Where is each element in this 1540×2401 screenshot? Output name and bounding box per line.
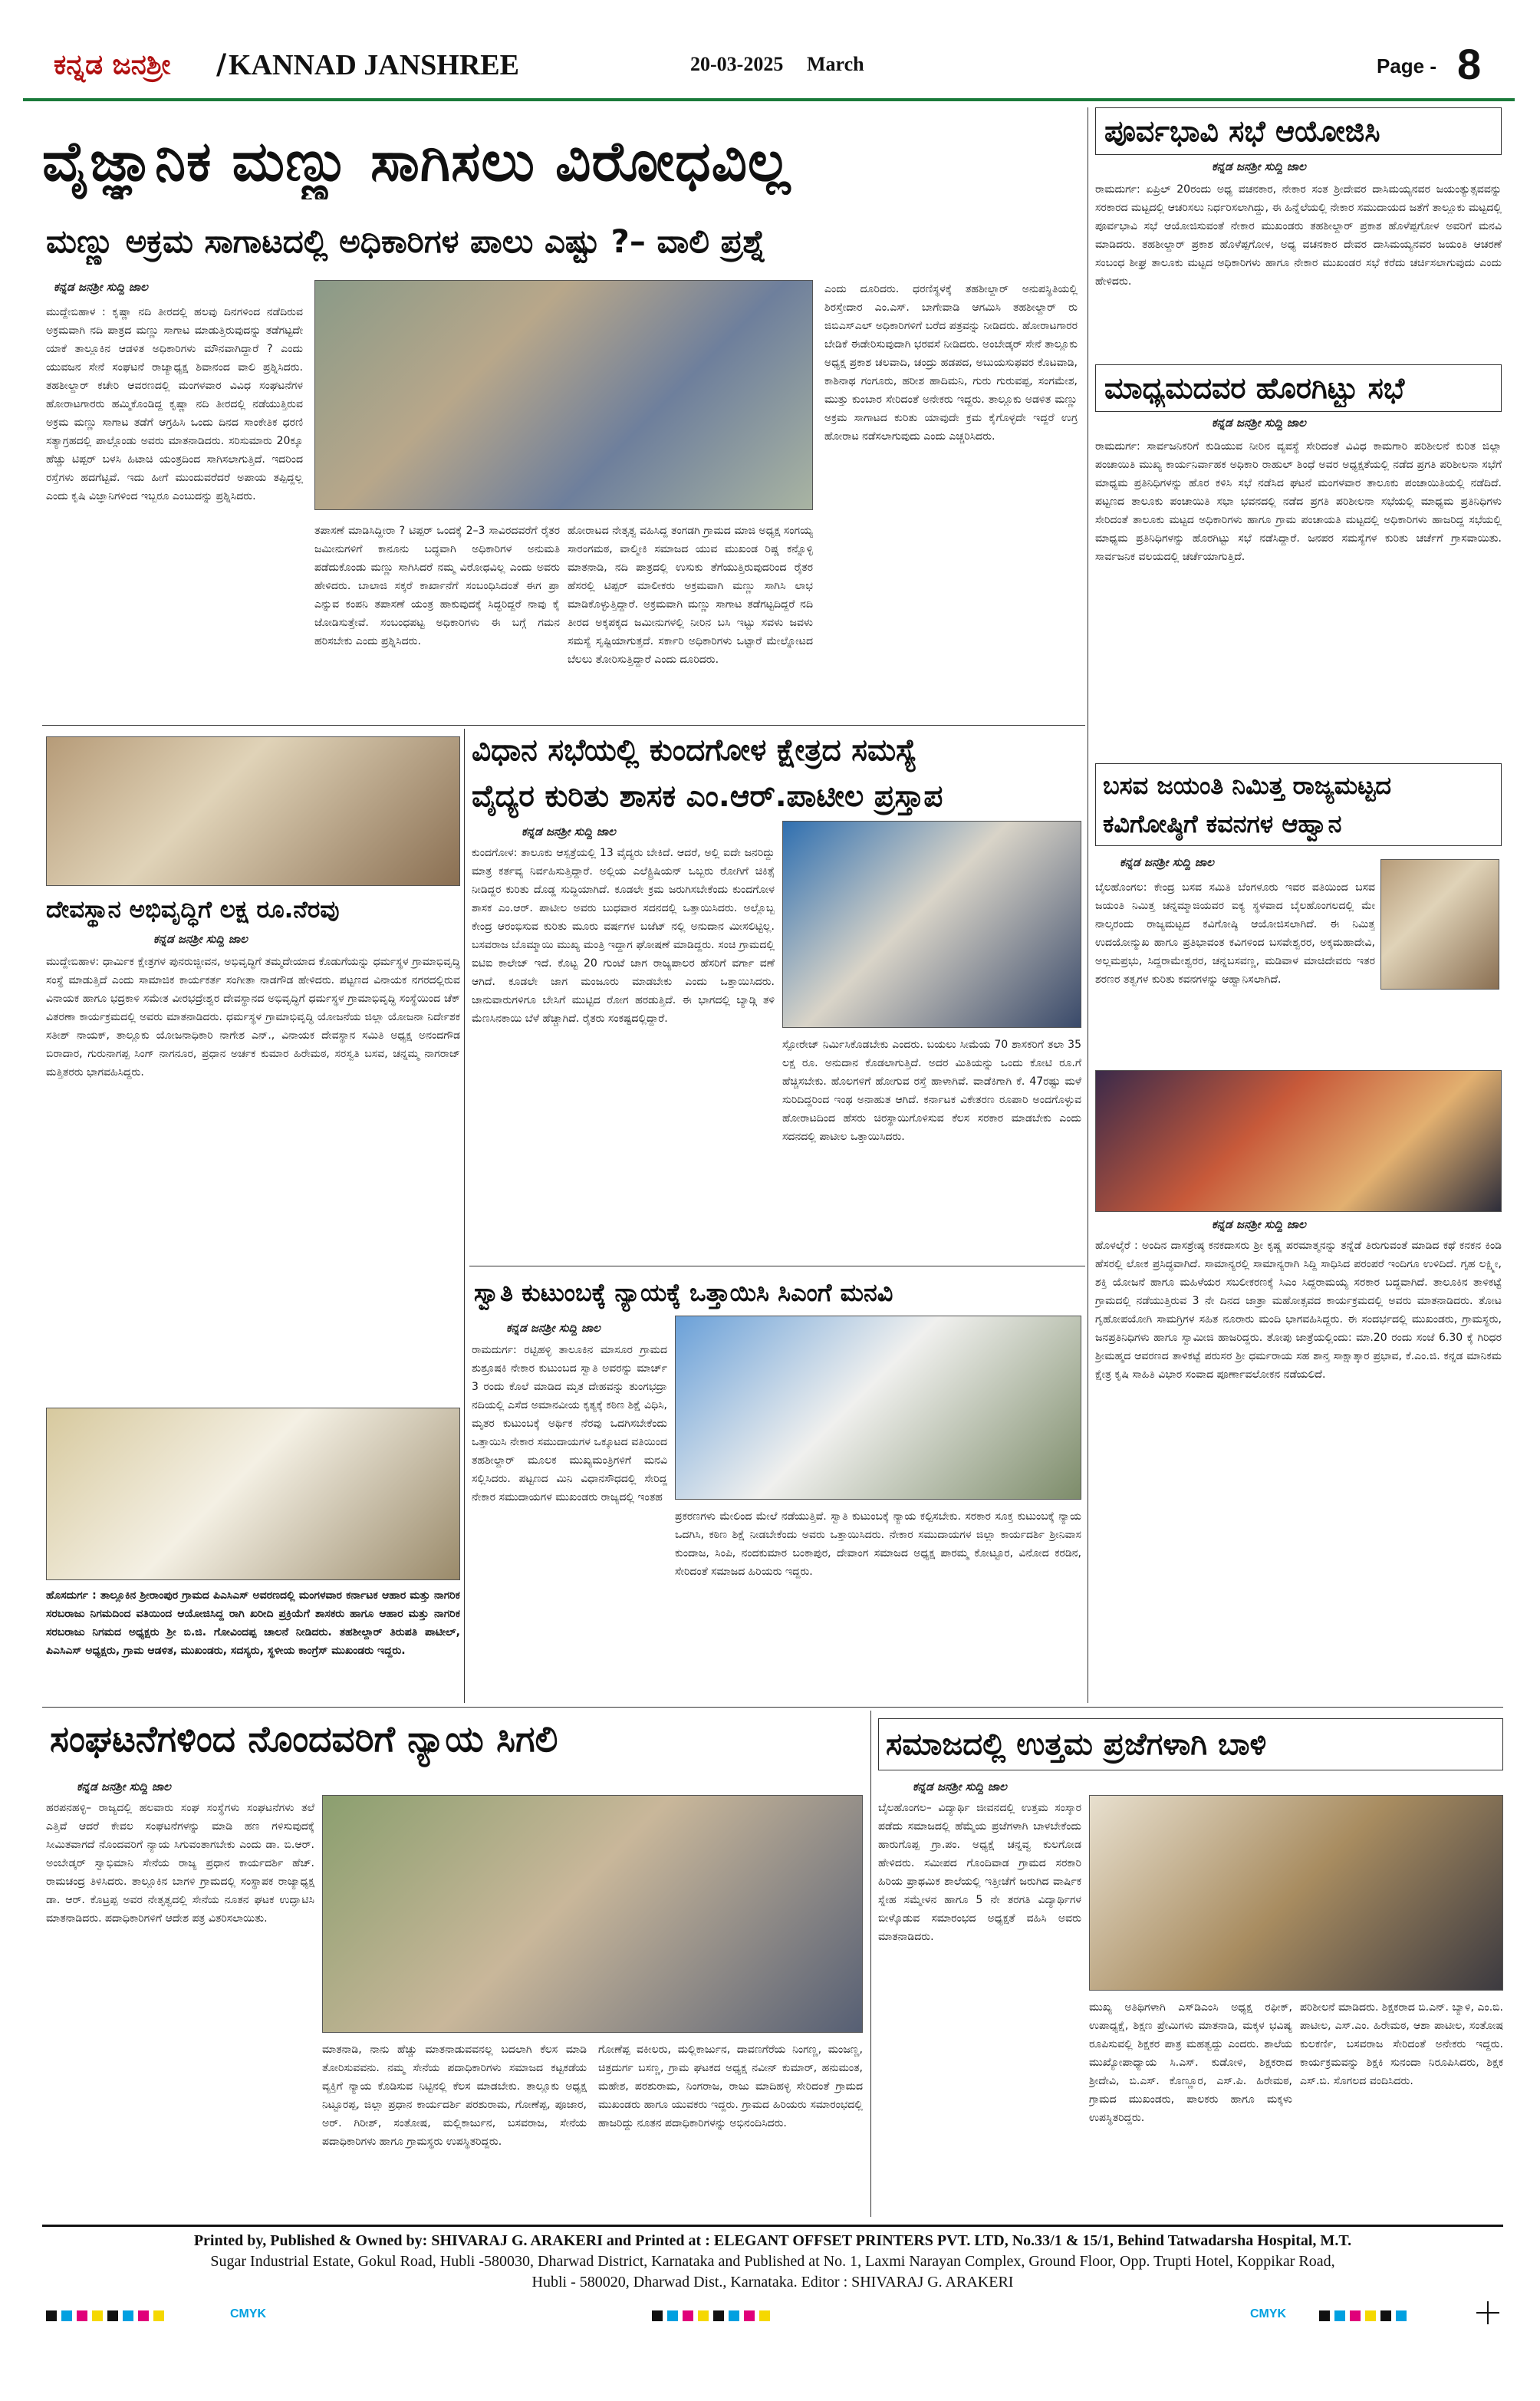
basava-headline: ಬಸವ ಜಯಂತಿ ನಿಮಿತ್ತ ರಾಜ್ಯಮಟ್ಟದ xyxy=(1103,771,1392,800)
main-col-3: ಹೋರಾಟದ ನೇತೃತ್ವ ವಹಿಸಿದ್ದ ತಂಗಡಗಿ ಗ್ರಾಮದ ಮಾಜಿ ಅಧ್ಯಕ್ಷ ಸಂಗಯ್ಯ ಸಾರಂಗಮಠ, ವಾಲ್ಮೀಕಿ ಸಮಾಜದ ಯುವ ಮುಖಂಡ ರಿಷ್ಣ ಕನ್ನೊಳ್ಳಿ ಮಾತನಾಡಿ, ನದಿ ಪಾತ್ರದಲ್ಲಿ ಉಸುಕು ತೆಗೆಯುತ್ತಿರುವುದರಿಂದ ರೈತರ ಹೆಸರಲ್ಲಿ ಟಿಪ್ಪರ್ ಮಾಲೀಕರು ಅಕ್ರಮವಾಗಿ ಮಣ್ಣು ಸಾಗಿಸಿ ಲಾಭ ಮಾಡಿಕೊಳ್ಳುತ್ತಿದ್ದಾರೆ. ಅಕ್ರಮವಾಗಿ ಮಣ್ಣು ಸಾಗಾಟ ತಡೆಗಟ್ಟದಿದ್ದರೆ ನದಿ ತೀರದ ಅಕ್ಕಪಕ್ಕದ ಜಮೀನುಗಳಲ್ಲಿ ನೀರಿನ ಬಸಿ ಇಟ್ಟು ಸವಳು ಜವಳು ಸಮಸ್ಯೆ ಸೃಷ್ಟಿಯಾಗುತ್ತದೆ. ಸರ್ಕಾರಿ ಅಧಿಕಾರಿಗಳು ಒಟ್ಟಾರೆ ಮೇಲ್ನೋಟದ ಬೆಲಲು ತೋರಿಸುತ್ತಿದ್ದಾರೆ ಎಂದು ದೂರಿದರು. xyxy=(568,525,813,666)
registration-strip-center xyxy=(652,2310,805,2321)
samaja-col-1: ಬೈಲಹೊಂಗಲ– ವಿದ್ಯಾರ್ಥಿ ಜೀವನದಲ್ಲಿ ಉತ್ತಮ ಸಂಸ್ಕಾರ ಪಡೆದು ಸಮಾಜದಲ್ಲಿ ಹೆಮ್ಮೆಯ ಪ್ರಜೆಗಳಾಗಿ ಬಾಳಬೇಕೆಂದು ಹಾರುಗೊಪ್ಪ ಗ್ರಾ.ಪಂ. ಅಧ್ಯಕ್ಷೆ ಚನ್ನವ್ವ ಕುಲಗೋಡ ಹೇಳಿದರು. ಸಮೀಪದ ಗೊಂದಿವಾಡ ಗ್ರಾಮದ ಸರಕಾರಿ ಹಿರಿಯ ಪ್ರಾಥಮಿಕ ಶಾಲೆಯಲ್ಲಿ ಇತ್ತೀಚೆಗೆ ಜರುಗಿದ ವಾರ್ಷಿಕ ಸ್ನೇಹ ಸಮ್ಮೇಳನ ಹಾಗೂ 5 ನೇ ತರಗತಿ ವಿದ್ಯಾರ್ಥಿಗಳ ಬೀಳ್ಕೊಡುವ ಸಮಾರಂಭದ ಅಧ್ಯಕ್ಷತೆ ವಹಿಸಿ ಅವರು ಮಾತನಾಡಿದರು. xyxy=(878,1802,1081,1943)
devasthana-byline: ಕನ್ನಡ ಜನಶ್ರೀ ಸುದ್ದಿ ಜಾಲ xyxy=(153,932,248,946)
main-col-1: ಮುದ್ದೇಬಿಹಾಳ : ಕೃಷ್ಣಾ ನದಿ ತೀರದಲ್ಲಿ ಹಲವು ದಿನಗಳಿಂದ ನಡೆದಿರುವ ಅಕ್ರಮವಾಗಿ ನದಿ ಪಾತ್ರದ ಮಣ್ಣು ಸಾಗಾಟ ಮಾಡುತ್ತಿರುವುದನ್ನು ತಡೆಗಟ್ಟದೇ ಯಾಕೆ ತಾಲ್ಲೂಕಿನ ಆಡಳಿತ ಅಧಿಕಾರಿಗಳು ಮೌನವಾಗಿದ್ದಾರೆ ? ಎಂದು ಯುವಜನ ಸೇನೆ ಸಂಘಟನೆ ರಾಜ್ಯಾಧ್ಯಕ್ಷ ಶಿವಾನಂದ ವಾಲಿ ಪ್ರಶ್ನಿಸಿದರು. ತಹಶೀಲ್ದಾರ್ ಕಚೇರಿ ಆವರಣದಲ್ಲಿ ಮಂಗಳವಾರ ವಿವಿಧ ಸಂಘಟನೆಗಳ ಹೋರಾಟಗಾರರು ಹಮ್ಮಿಕೊಂಡಿದ್ದ ಕೃಷ್ಣಾ ನದಿ ತೀರದಲ್ಲಿ ನಡೆಯುತ್ತಿರುವ ಅಕ್ರಮ ಮಣ್ಣು ಸಾಗಾಟ ತಡೆಗೆ ಆಗ್ರಹಿಸಿ ಒಂದು ದಿನದ ಸಾಂಕೇತಿಕ ಧರಣಿ ಸತ್ಯಾಗ್ರಹದಲ್ಲಿ ಪಾಲ್ಗೊಂಡು ಅವರು ಮಾತನಾಡಿದರು. ಸರಿಸುಮಾರು 20ಕ್ಕೂ ಹೆಚ್ಚು ಟಿಪ್ಪರ್ ಬಳಸಿ ಹಿಟಾಚಿ ಯಂತ್ರದಿಂದ ಸಾಗಿಸಲಾಗುತ್ತಿದೆ. ಇದರಿಂದ ರಸ್ತೆಗಳು ಹದಗೆಟ್ಟಿವೆ. ಇದು ಹೀಗೆ ಮುಂದುವರೆದರೆ ಅಪಾಯ ತಪ್ಪಿದ್ದಲ್ಲ ಎಂದು ಕೃಷಿ ವಿಜ್ಞಾನಿಗಳಿಂದ ಇಬ್ಬರೂ ಎಂಬುದನ್ನು ಪ್ರಶ್ನಿಸಿದರು. xyxy=(46,306,303,502)
masthead-separator: / xyxy=(216,48,227,81)
kundgol-headline: ವಿಧಾನ ಸಭೆಯಲ್ಲಿ ಕುಂದಗೋಳ ಕ್ಷೇತ್ರದ ಸಮಸ್ಯೆ xyxy=(472,733,917,768)
footer-line-2: Sugar Industrial Estate, Gokul Road, Hubli -580030, Dharwad District, Karnataka and Published at No. 1, Laxmi Narayan Complex, Ground Floor, Opp. Trupti Hotel, Koppikar Road, xyxy=(210,2253,1335,2270)
kundgol-subheadline: ವೈದ್ಯರ ಕುರಿತು ಶಾಸಕ ಎಂ.ಆರ್.ಪಾಟೀಲ ಪ್ರಸ್ತಾಪ xyxy=(472,779,943,814)
logo-kannada: ಕನ್ನಡ ಜನಶ್ರೀ xyxy=(54,48,171,81)
kundgol-byline: ಕನ್ನಡ ಜನಶ್ರೀ ಸುದ್ದಿ ಜಾಲ xyxy=(522,825,616,838)
masthead-title: KANNAD JANSHREE xyxy=(229,49,519,81)
main-byline: ಕನ್ನಡ ಜನಶ್ರೀ ಸುದ್ದಿ ಜಾಲ xyxy=(54,280,148,294)
registration-crosshair xyxy=(1476,2301,1499,2324)
main-col-4: ಎಂದು ದೂರಿದರು. ಧರಣಿಸ್ಥಳಕ್ಕೆ ತಹಶೀಲ್ದಾರ್ ಅನುಪಸ್ಥಿತಿಯಲ್ಲಿ ಶಿರಸ್ತೇದಾರ ಎಂ.ಎಸ್. ಬಾಗೇವಾಡಿ ಆಗಮಿಸಿ ತಹಶೀಲ್ದಾರ್ ರು ಜಿಬಿಎಸ್ಎಲ್ ಅಧಿಕಾರಿಗಳಿಗೆ ಬರೆದ ಪತ್ರವನ್ನು ನೀಡಿದರು. ಹೋರಾಟಗಾರರ ಬೇಡಿಕೆ ಈಡೇರಿಸುವುದಾಗಿ ಭರವಸೆ ನೀಡಿದರು. ಅಂಬೇಡ್ಕರ್ ಸೇನೆ ತಾಲ್ಲೂಕು ಅಧ್ಯಕ್ಷ ಪ್ರಕಾಶ ಚಲವಾದಿ, ಚಂದ್ರು ಹಡಪದ, ಅಬುಯಸುಫವರ ಕೊಟವಾಡಿ, ಕಾಶಿನಾಥ ಗಂಗೂರು, ಹರೀಶ ಹಾದಿಮನಿ, ಗುರು ಗುರುವಪ್ಪ, ಸಂಗಮೇಶ, ಮುತ್ತು ಕುಂಬಾರ ಸೇರಿದಂತೆ ಅನೇಕರು ಇದ್ದರು. ತಾಲ್ಲೂಕು ಅಡಳಿತ ಮಣ್ಣು ಅಕ್ರಮ ಸಾಗಾಟದ ಕುರಿತು ಯಾವುದೇ ಕ್ರಮ ಕೈಗೊಳ್ಳದೇ ಇದ್ದರೆ ಉಗ್ರ ಹೋರಾಟ ನಡೆಸಲಾಗುವುದು ಎಂದು ಎಚ್ಚರಿಸಿದರು. xyxy=(824,283,1078,443)
hosadurga-caption: ಹೊಸದುರ್ಗ : ತಾಲ್ಲೂಕಿನ ಶ್ರೀರಾಂಪುರ ಗ್ರಾಮದ ಪಿಎಸಿಎಸ್ ಅವರಣದಲ್ಲಿ ಮಂಗಳವಾರ ಕರ್ನಾಟಕ ಆಹಾರ ಮತ್ತು ನಾಗರಿಕ ಸರಬರಾಜು ನಿಗಮದಿಂದ ವತಿಯಿಂದ ಆಯೋಜಿಸಿದ್ದ ರಾಗಿ ಖರೀದಿ ಪ್ರಕ್ರಿಯೆಗೆ ಶಾಸಕರು ಹಾಗೂ ಆಹಾರ ಮತ್ತು ನಾಗರಿಕ ಸರಬರಾಜು ನಿಗಮದ ಅಧ್ಯಕ್ಷರು ಶ್ರೀ ಬಿ.ಜಿ. ಗೋವಿಂದಪ್ಪ ಚಾಲನೆ ನೀಡಿದರು. ತಹಶೀಲ್ದಾರ್ ತಿರುಪತಿ ಪಾಟೀಲ್, ಪಿಎಸಿಎಸ್ ಅಧ್ಯಕ್ಷರು, ಗ್ರಾಮ ಆಡಳಿತ, ಮುಖಂಡರು, ಸದಸ್ಯರು, ಸ್ಥಳೀಯ ಕಾಂಗ್ರೆಸ್ ಮುಖಂಡರು ಇದ್ದರು. xyxy=(46,1589,460,1657)
main-subheadline: ಮಣ್ಣು ಅಕ್ರಮ ಸಾಗಾಟದಲ್ಲಿ ಅಧಿಕಾರಿಗಳ ಪಾಲು ಎಷ್ಟು ?– ವಾಲಿ ಪ್ರಶ್ನೆ xyxy=(46,222,766,260)
basava-portrait xyxy=(1380,859,1499,990)
holalkere-photo xyxy=(1095,1070,1502,1212)
devasthana-photo xyxy=(46,736,460,886)
basava-byline: ಕನ್ನಡ ಜನಶ್ರೀ ಸುದ್ದಿ ಜಾಲ xyxy=(1120,855,1214,869)
registration-strip-left xyxy=(46,2310,199,2321)
masthead-rule xyxy=(23,98,1515,101)
masthead xyxy=(23,42,1515,100)
left-column-rule xyxy=(464,729,465,1703)
masthead-date: 20-03-2025 xyxy=(690,53,784,75)
footer-line-1: Printed by, Published & Owned by: SHIVARAJ G. ARAKERI and Printed at : ELEGANT OFFSET PRINTERS PVT. LTD, No.33/1 & 15/1, Behind Tatwadarsha Hospital, M.T. xyxy=(193,2232,1352,2249)
row3-column-rule xyxy=(870,1711,871,2217)
sanghatane-col-3: ಗೋಣೆಪ್ಪ ವಕೀಲರು, ಮಲ್ಲಿಕಾರ್ಜುನ, ದಾವಣಗೆರೆಯ ನಿಂಗಣ್ಣ, ಮಂಜಣ್ಣ, ಚಿತ್ರದುರ್ಗ ಬಸಣ್ಣ, ಗ್ರಾಮ ಘಟಕದ ಅಧ್ಯಕ್ಷ ನವೀನ್ ಕುಮಾರ್, ಹನುಮಂತ, ಮಹೇಶ, ಪರಶುರಾಮ, ನಿಂಗರಾಜ, ರಾಜು ಮಾದಿಹಳ್ಳಿ ಸೇರಿದಂತೆ ಗ್ರಾಮದ ಮುಖಂಡರು ಹಾಗೂ ಯುವಕರು ಇದ್ದರು. ಗ್ರಾಮದ ಹಿರಿಯರು ಸಮಾರಂಭದಲ್ಲಿ ಹಾಜರಿದ್ದು ನೂತನ ಪದಾಧಿಕಾರಿಗಳನ್ನು ಅಭಿನಂದಿಸಿದರು. xyxy=(598,2044,863,2129)
page-label: Page - xyxy=(1377,54,1437,77)
cmyk-label-2: CMYK xyxy=(1250,2307,1287,2320)
masthead-month: March xyxy=(807,53,864,75)
samaja-col-2: ಮುಖ್ಯ ಅತಿಥಿಗಳಾಗಿ ಎಸ್‌ಡಿಎಂಸಿ ಅಧ್ಯಕ್ಷ ರಫೀಕ್, ಉಪಾಧ್ಯಕ್ಷೆ, ಶಿಕ್ಷಣ ಪ್ರೇಮಿಗಳು ಮಾತನಾಡಿ, ಮಕ್ಕಳ ಭವಿಷ್ಯ ರೂಪಿಸುವಲ್ಲಿ ಶಿಕ್ಷಕರ ಪಾತ್ರ ಮಹತ್ವದ್ದು ಎಂದರು. ಶಾಲೆಯ ಮುಖ್ಯೋಪಾಧ್ಯಾಯ ಸಿ.ಎಸ್. ಕುಡೋಳಿ, ಶಿಕ್ಷಕರಾದ ಶ್ರೀದೇವಿ, ಬಿ.ಎಸ್. ಕೊಣ್ಣೂರ, ಎಸ್.ಪಿ. ಹಿರೇಮಠ, ಗ್ರಾಮದ ಮುಖಂಡರು, ಪಾಲಕರು ಹಾಗೂ ಮಕ್ಕಳು ಉಪಸ್ಥಿತರಿದ್ದರು. xyxy=(1089,2001,1292,2124)
poorvabhavi-byline: ಕನ್ನಡ ಜನಶ್ರೀ ಸುದ್ದಿ ಜಾಲ xyxy=(1212,160,1306,173)
madhyama-body: ರಾಮದುರ್ಗ: ಸಾರ್ವಜನಿಕರಿಗೆ ಕುಡಿಯುವ ನೀರಿನ ವ್ಯವಸ್ಥೆ ಸೇರಿದಂತೆ ವಿವಿಧ ಕಾಮಗಾರಿ ಪರಿಶೀಲನೆ ಕುರಿತ ಜಿಲ್ಲಾ ಪಂಚಾಯಿತಿ ಮುಖ್ಯ ಕಾರ್ಯನಿರ್ವಾಹಕ ಅಧಿಕಾರಿ ರಾಹುಲ್ ಶಿಂಧೆ ಅವರ ಅಧ್ಯಕ್ಷತೆಯಲ್ಲಿ ನಡೆದ ಪ್ರಗತಿ ಪರಿಶೀಲನಾ ಸಭೆಗೆ ಮಾಧ್ಯಮ ಪ್ರತಿನಿಧಿಗಳನ್ನು ಹೊರ ಕಳಿಸಿ ಸಭೆ ನಡೆಸಿದ ಘಟನೆ ಮಂಗಳವಾರ ತಾಲೂಕು ಪಂಚಾಯಿತಿಯಲ್ಲಿ ನಡೆದಿದೆ. ಪಟ್ಟಣದ ತಾಲೂಕು ಪಂಚಾಯಿತಿ ಸಭಾ ಭವನದಲ್ಲಿ ನಡೆದ ಪ್ರಗತಿ ಪರಿಶೀಲನಾ ಸಭೆಯಲ್ಲಿ ಮಾಧ್ಯಮ ಪ್ರತಿನಿಧಿಗಳು ಸೇರಿದಂತೆ ತಾಲೂಕು ಮಟ್ಟದ ಅಧಿಕಾರಿಗಳು ಹಾಗೂ ಗ್ರಾಮ ಪಂಚಾಯತಿ ಮಟ್ಟದಲ್ಲಿ ಅಧಿಕಾರಿಗಳು ಹಾಜರಿದ್ದ ಸಭೆಯಲ್ಲಿ ಮಾಧ್ಯಮ ಪ್ರತಿನಿಧಿಗಳನ್ನು ಹೊರಗಿಟ್ಟು ಸಭೆ ನಡೆಸಿದ್ದಾರೆ. ಜನಪರ ಸಮಸ್ಯೆಗಳ ಕುರಿತು ಚರ್ಚೆಗೆ ಗ್ರಾಸವಾಯಿತು. ಸಾರ್ವಜನಿಕ ವಲಯದಲ್ಲಿ ಚರ್ಚೆಯಾಗುತ್ತಿದೆ. xyxy=(1095,440,1502,563)
holalkere-byline: ಕನ್ನಡ ಜನಶ್ರೀ ಸುದ್ದಿ ಜಾಲ xyxy=(1212,1217,1306,1231)
footer-imprint xyxy=(42,2231,1503,2293)
poorvabhavi-headline: ಪೂರ್ವಭಾವಿ ಸಭೆ ಆಯೋಜಿಸಿ xyxy=(1104,114,1380,148)
main-col-2: ತಪಾಸಣೆ ಮಾಡಿಸಿದ್ದೀರಾ ? ಟಿಪ್ಪರ್ ಒಂದಕ್ಕೆ 2–3 ಸಾವಿರದವರೆಗೆ ರೈತರ ಜಮೀನುಗಳಿಗೆ ಕಾನೂನು ಬದ್ಧವಾಗಿ ಅಧಿಕಾರಿಗಳ ಅನುಮತಿ ಪಡೆದುಕೊಂಡು ಮಣ್ಣು ಸಾಗಿಸಿದರೆ ನಮ್ಮ ವಿರೋಧವಿಲ್ಲ ಎಂದು ಅವರು ಹೇಳಿದರು. ಬಾಲಾಜಿ ಸಕ್ಕರೆ ಕಾರ್ಖಾನೆಗೆ ಸಂಬಂಧಿಸಿದಂತೆ ಈಗ ಪ್ರಾ ಎನ್ನುವ ಕಂಪನಿ ತಪಾಸಣೆ ಯಂತ್ರ ಹಾಕುವುದಕ್ಕೆ ಸಿದ್ಧರಿದ್ದರೆ ನಾವು ಕೈ ಜೋಡಿಸುತ್ತೇವೆ. ಸಂಬಂಧಪಟ್ಟ ಅಧಿಕಾರಿಗಳು ಈ ಬಗ್ಗೆ ಗಮನ ಹರಿಸಬೇಕು ಎಂದು ಪ್ರಶ್ನಿಸಿದರು. xyxy=(314,525,560,647)
sanghatane-byline: ಕನ್ನಡ ಜನಶ್ರೀ ಸುದ್ದಿ ಜಾಲ xyxy=(77,1780,171,1793)
basava-body: ಬೈಲಹೊಂಗಲ: ಕೇಂದ್ರ ಬಸವ ಸಮಿತಿ ಬೆಂಗಳೂರು ಇವರ ವತಿಯಿಂದ ಬಸವ ಜಯಂತಿ ನಿಮಿತ್ತ ಚನ್ನಮ್ಮಾಜಿಯವರ ಐಕ್ಯ ಸ್ಥಳವಾದ ಬೈಲಹೊಂಗಲದಲ್ಲಿ ಮೇ ನಾಲ್ಕರಂದು ರಾಜ್ಯಮಟ್ಟದ ಕವಿಗೋಷ್ಠಿ ಆಯೋಜಿಸಲಾಗಿದೆ. ಈ ನಿಮಿತ್ತ ಉದಯೋನ್ಮುಖ ಹಾಗೂ ಪ್ರತಿಭಾವಂತ ಕವಿಗಳಿಂದ ಬಸವೇಶ್ವರರ, ಅಕ್ಕಮಹಾದೇವಿ, ಅಲ್ಲಮಪ್ರಭು, ಸಿದ್ದರಾಮೇಶ್ವರರ, ಚನ್ನಬಸವಣ್ಣ, ಮಡಿವಾಳ ಮಾಚಿದೇವರು ಇತರ ಶರಣರ ತತ್ವಗಳ ಕುರಿತು ಕವನಗಳನ್ನು ಆಹ್ವಾನಿಸಲಾಗಿದೆ. xyxy=(1095,881,1375,986)
basava-headline-2: ಕವಿಗೋಷ್ಠಿಗೆ ಕವನಗಳ ಆಹ್ವಾನ xyxy=(1103,809,1342,838)
swathi-photo xyxy=(675,1316,1081,1500)
sanghatane-headline: ಸಂಘಟನೆಗಳಿಂದ ನೊಂದವರಿಗೆ ನ್ಯಾಯ ಸಿಗಲಿ xyxy=(50,1718,558,1760)
sanghatane-col-2: ಮಾತನಾಡಿ, ನಾನು ಹೆಚ್ಚು ಮಾತನಾಡುವವನಲ್ಲ ಬದಲಾಗಿ ಕೆಲಸ ಮಾಡಿ ತೋರಿಸುವವನು. ನಮ್ಮ ಸೇನೆಯ ಪದಾಧಿಕಾರಿಗಳು ಸಮಾಜದ ಕಟ್ಟಕಡೆಯ ವ್ಯಕ್ತಿಗೆ ನ್ಯಾಯ ಕೊಡಿಸುವ ನಿಟ್ಟಿನಲ್ಲಿ ಕೆಲಸ ಮಾಡಬೇಕು. ತಾಲ್ಲೂಕು ಅಧ್ಯಕ್ಷ ನಿಟ್ಟೂರಪ್ಪ, ಜಿಲ್ಲಾ ಪ್ರಧಾನ ಕಾರ್ಯದರ್ಶಿ ಪರಶುರಾಮ, ಗೋಣೆಪ್ಪ, ಪೂಜಾರ, ಅರ್. ಗಿರೀಶ್, ಸಂತೋಷ, ಮಲ್ಲಿಕಾರ್ಜುನ, ಬಸವರಾಜ, ಸೇನೆಯ ಪದಾಧಿಕಾರಿಗಳು ಹಾಗೂ ಗ್ರಾಮಸ್ಥರು ಉಪಸ್ಥಿತರಿದ್ದರು. xyxy=(322,2044,587,2148)
row2-rule xyxy=(42,725,1085,726)
poorvabhavi-body: ರಾಮದುರ್ಗ: ಏಪ್ರಿಲ್ 20ರಂದು ಅಧ್ಯ ವಚನಕಾರ, ನೇಕಾರ ಸಂತ ಶ್ರೀದೇವರ ದಾಸಿಮಯ್ಯನವರ ಜಯಂತ್ಯುತ್ಸವವನ್ನು ಸರಕಾರದ ಮಟ್ಟದಲ್ಲಿ ಆಚರಿಸಲು ನಿರ್ಧರಿಸಲಾಗಿದ್ದು, ಈ ಹಿನ್ನೆಲೆಯಲ್ಲಿ ನೇಕಾರ ಸಮುದಾಯದ ಜತೆಗೆ ತಾಲ್ಲೂಕು ಮಟ್ಟದಲ್ಲಿ ಪೂರ್ವಭಾವಿ ಸಭೆ ಆಯೋಜಿಸುವಂತೆ ನೇಕಾರ ಮುಖಂಡರು ತಹಶೀಲ್ದಾರ್ ಪ್ರಕಾಶ ಹೊಳೆಪ್ಪಗೋಳ ಅವರಿಗೆ ಮನವಿ ಮಾಡಿದರು. ತಹಶೀಲ್ದಾರ್ ಪ್ರಕಾಶ ಹೊಳೆಪ್ಪಗೋಳ, ಅಧ್ಯ ವಚನಕಾರ ದೇವರ ದಾಸಿಮಯ್ಯನವರ ಜಯಂತಿ ಆಚರಣೆ ಸಂಬಂಧ ಶೀಘ್ರ ತಾಲೂಕು ಮಟ್ಟದ ಅಧಿಕಾರಿಗಳು ಹಾಗೂ ನೇಕಾರ ಮುಖಂಡರ ಸಭೆ ಕರೆದು ಚರ್ಚಿಸಲಾಗುವುದು ಎಂದು ಹೇಳಿದರು. xyxy=(1095,183,1502,288)
swathi-col-2: ಪ್ರಕರಣಗಳು ಮೇಲಿಂದ ಮೇಲೆ ನಡೆಯುತ್ತಿವೆ. ಸ್ವಾತಿ ಕುಟುಂಬಕ್ಕೆ ನ್ಯಾಯ ಕಲ್ಪಿಸಬೇಕು. ಸರಕಾರ ಸೂಕ್ತ ಕುಟುಂಬಕ್ಕೆ ನ್ಯಾಯ ಒದಗಿಸಿ, ಕಠಿಣ ಶಿಕ್ಷೆ ನೀಡಬೇಕೆಂದು ಅವರು ಒತ್ತಾಯಿಸಿದರು. ನೇಕಾರ ಸಮುದಾಯಗಳ ಜಿಲ್ಲಾ ಕಾರ್ಯದರ್ಶಿ ಶ್ರೀನಿವಾಸ ಕುಂದಾಜ, ಸಿಂಪಿ, ನಂದಕುಮಾರ ಬಂಕಾಪುರ, ದೇವಾಂಗ ಸಮಾಜದ ಅಧ್ಯಕ್ಷ ಪಾರಮ್ಮ ಕೋಟ್ಟೂರ, ವಿನೋದ ಕರಡಿನ, ಸೇರಿದಂತೆ ಸಮಾಜದ ಹಿರಿಯರು ಇದ್ದರು. xyxy=(675,1510,1081,1578)
samaja-byline: ಕನ್ನಡ ಜನಶ್ರೀ ಸುದ್ದಿ ಜಾಲ xyxy=(913,1780,1007,1793)
madhyama-byline: ಕನ್ನಡ ಜನಶ್ರೀ ಸುದ್ದಿ ಜಾಲ xyxy=(1212,416,1306,430)
footer-line-3: Hubli - 580020, Dharwad Dist., Karnataka. Editor : SHIVARAJ G. ARAKERI xyxy=(531,2274,1014,2291)
main-photo xyxy=(314,280,813,510)
hosadurga-photo xyxy=(46,1408,460,1580)
swathi-headline: ಸ್ವಾತಿ ಕುಟುಂಬಕ್ಕೆ ನ್ಯಾಯಕ್ಕೆ ಒತ್ತಾಯಿಸಿ ಸಿಎಂಗೆ ಮನವಿ xyxy=(474,1278,893,1307)
kundgol-col-1: ಕುಂದಗೋಳ: ತಾಲೂಕು ಆಸ್ಪತ್ರೆಯಲ್ಲಿ 13 ವೈದ್ಯರು ಬೇಕಿದೆ. ಆದರೆ, ಅಲ್ಲಿ ಐದೇ ಜನರಿದ್ದು ಮಾತ್ರ ಕರ್ತವ್ಯ ನಿರ್ವಹಿಸುತ್ತಿದ್ದಾರೆ. ಅಲ್ಲಿಯ ಎಲೆಕ್ಟ್ರಿಷಿಯನ್ ಒಬ್ಬರು ರೋಗಿಗೆ ಚಿಕಿತ್ಸೆ ನೀಡಿದ್ದರ ಕುರಿತು ದೊಡ್ಡ ಸುದ್ದಿಯಾಗಿದೆ. ಕೂಡಲೇ ಕ್ರಮ ಜರುಗಿಸಬೇಕೆಂದು ಕುಂದಗೋಳ ಶಾಸಕ ಎಂ.ಆರ್. ಪಾಟೀಲ ಅವರು ಬುಧವಾರ ಸದನದಲ್ಲಿ ಒತ್ತಾಯಿಸಿದರು. ಅಲ್ಲೊಬ್ಬ ಕೇಂದ್ರ ಆರಂಭಿಸುವ ಕುರಿತು ಮೂರು ವರ್ಷಗಳ ಬಜೆಟ್ ನಲ್ಲಿ ಅನುದಾನ ಮೀಸಲಿಟ್ಟಿಲ್ಲ. ಬಸವರಾಜ ಬೊಮ್ಮಾಯಿ ಮುಖ್ಯ ಮಂತ್ರಿ ಇದ್ದಾಗ ಘೋಷಣೆ ಮಾಡಿದ್ದರು. ಸಂಚಿ ಗ್ರಾಮದಲ್ಲಿ ಐಟಿಐ ಕಾಲೇಜ್ ಇದೆ. ಕೊಟ್ಟ 20 ಗುಂಟೆ ಜಾಗ ರಾಜ್ಯಪಾಲರ ಹೆಸರಿಗೆ ವರ್ಗಾ ವಣೆ ಆಗಿದೆ. ಕೂಡಲೇ ಜಾಗ ಮಂಜೂರು ಮಾಡಬೇಕು ಎಂದು ಒತ್ತಾಯಿಸಿದರು. ಜಾನುವಾರುಗಳಿಗೂ ಬೇಸಿಗೆ ಮುಟ್ಟಿದ ರೋಗ ಹರಡುತ್ತಿದೆ. ಈ ಭಾಗದಲ್ಲಿ ಬ್ಯಾಡ್ಗಿ ತಳಿ ಮೆಣಸಿನಕಾಯಿ ಬೆಳೆ ಹೆಚ್ಚಾಗಿದೆ. ರೈತರು ಸಂಕಷ್ಟದಲ್ಲಿದ್ದಾರೆ. xyxy=(472,847,775,1025)
registration-strip-right xyxy=(1319,2310,1473,2321)
main-headline: ವೈಜ್ಞಾನಿಕ ಮಣ್ಣು ಸಾಗಿಸಲು ವಿರೋಧವಿಲ್ಲ xyxy=(42,129,791,193)
swathi-byline: ಕನ್ನಡ ಜನಶ್ರೀ ಸುದ್ದಿ ಜಾಲ xyxy=(506,1321,601,1335)
madhyama-headline: ಮಾಧ್ಯಮದವರ ಹೊರಗಿಟ್ಟು ಸಭೆ xyxy=(1104,371,1405,405)
samaja-photo xyxy=(1089,1795,1503,1991)
sanghatane-col-1: ಹರಪನಹಳ್ಳಿ– ರಾಜ್ಯದಲ್ಲಿ ಹಲವಾರು ಸಂಘ ಸಂಸ್ಥೆಗಳು ಸಂಘಟನೆಗಳು ತಲೆ ಎತ್ತಿವೆ ಆದರೆ ಕೇವಲ ಸಂಘಟನೆಗಳನ್ನು ಮಾಡಿ ಹಣ ಗಳಿಸುವುದಕ್ಕೆ ಸೀಮಿತವಾಗದೆ ನೊಂದವರಿಗೆ ನ್ಯಾಯ ಸಿಗುವಂತಾಗಬೇಕು ಎಂದು ಡಾ. ಬಿ.ಆರ್. ಅಂಬೇಡ್ಕರ್ ಸ್ವಾಭಿಮಾನಿ ಸೇನೆಯ ರಾಜ್ಯ ಪ್ರಧಾನ ಕಾರ್ಯದರ್ಶಿ ಹೆಚ್. ರಾಮಚಂದ್ರ ತಿಳಿಸಿದರು. ತಾಲ್ಲೂಕಿನ ಬಾಗಳಿ ಗ್ರಾಮದಲ್ಲಿ ಸಂಸ್ಥಾಪಕ ರಾಜ್ಯಾಧ್ಯಕ್ಷ ಡಾ. ಆರ್. ಕೊಟ್ರಪ್ಪ ಅವರ ನೇತೃತ್ವದಲ್ಲಿ ಸೇನೆಯ ನೂತನ ಘಟಕ ಉದ್ಘಾಟಿಸಿ ಮಾತನಾಡಿದರು. ಪದಾಧಿಕಾರಿಗಳಿಗೆ ಆದೇಶ ಪತ್ರ ವಿತರಿಸಲಾಯಿತು. xyxy=(46,1802,314,1925)
row3-rule xyxy=(42,1707,1503,1708)
kundgol-photo xyxy=(782,821,1081,1028)
cmyk-label-1: CMYK xyxy=(230,2307,267,2320)
page-number: 8 xyxy=(1457,40,1482,88)
samaja-col-3: ಪರಿಶೀಲನೆ ಮಾಡಿದರು. ಶಿಕ್ಷಕರಾದ ಬಿ.ಎನ್. ಬ್ಯಾಳಿ, ಎಂ.ಬಿ. ಪಾಟೀಲ, ಎಸ್.ಎಂ. ಹಿರೇಮಠ, ಆಶಾ ಪಾಟೀಲ, ಸಂತೋಷ ಕುಲಕರ್ಣಿ, ಬಸವರಾಜ ಸೇರಿದಂತೆ ಅನೇಕರು ಇದ್ದರು. ಕಾರ್ಯಕ್ರಮವನ್ನು ಶಿಕ್ಷಕಿ ಸುನಂದಾ ನಿರೂಪಿಸಿದರು, ಶಿಕ್ಷಕ ಎಸ್.ಬಿ. ಸೊಗಲದ ವಂದಿಸಿದರು. xyxy=(1300,2001,1503,2087)
footer-rule xyxy=(42,2225,1503,2227)
samaja-headline: ಸಮಾಜದಲ್ಲಿ ಉತ್ತಮ ಪ್ರಜೆಗಳಾಗಿ ಬಾಳಿ xyxy=(886,1727,1267,1762)
holalkere-body: ಹೊಳಲ್ಕೆರೆ : ಅಂದಿನ ದಾಸಶ್ರೇಷ್ಠ ಕನಕದಾಸರು ಶ್ರೀ ಕೃಷ್ಣ ಪರಮಾತ್ಮನನ್ನು ತನ್ನೆಡೆ ತಿರುಗುವಂತೆ ಮಾಡಿದ ಕಥೆ ಕನಕನ ಕಿಂಡಿ ಹೆಸರಲ್ಲಿ ಲೋಕ ಪ್ರಸಿದ್ಧವಾಗಿದೆ. ಸಾಮಾನ್ಯರಲ್ಲಿ ಸಾಮಾನ್ಯರಾಗಿ ಸಿದ್ದಿ ಸಾಧಿಸಿದ ಪರಂಪರೆ ಇಂದಿಗೂ ಉಳಿದಿದೆ. ಗೃಹ ಲಕ್ಷ್ಮೀ, ಶಕ್ತಿ ಯೋಜನೆ ಹಾಗೂ ಮಹಿಳೆಯರ ಸಬಲೀಕರಣಕ್ಕೆ ಸಿಎಂ ಸಿದ್ದರಾಮಯ್ಯ ಸರಕಾರ ಬದ್ಧವಾಗಿದೆ. ತಾಲೂಕಿನ ತಾಳಿಕಟ್ಟೆ ಗ್ರಾಮದಲ್ಲಿ ನಡೆಯುತ್ತಿರುವ 3 ನೇ ದಿನದ ಜಾತ್ರಾ ಮಹೋತ್ಸವದ ಕಾರ್ಯಕ್ರಮದಲ್ಲಿ ಅವರು ಮಾತನಾಡಿದರು. ತೋಟ ಗೃಹೋಪಯೋಗಿ ಸಾಮಗ್ರಿಗಳ ಸಹಿತ ನೂರಾರು ಮಂದಿ ಭಾಗವಹಿಸಿದ್ದರು. ಈ ಸಂದರ್ಭದಲ್ಲಿ ಮುಖಂಡರು, ಗ್ರಾಮಸ್ಥರು, ಜನಪ್ರತಿನಿಧಿಗಳು ಹಾಗೂ ಸ್ವಾಮೀಜಿ ಹಾಜರಿದ್ದರು. ತೋಪು ಜಾತ್ರೆಯಲ್ಲಿಂದು: ಮಾ.20 ರಂದು ಸಂಜೆ 6.30 ಕ್ಕೆ ಗಿರಿಧರ ಶ್ರೀಮಹ್ಮದ ಆವರಣದ ತಾಳಿಕಟ್ಟೆ ಪರುಸರ ಶ್ರೀ ಧರ್ಮರಾಯ ಸಹ ಶಾನ್ತ ಸಾಕ್ಷಾತ್ಕಾರ ಪ್ರಭಾವ, ಕೆ.ಎಂ.ಜಿ. ಕನ್ನಡ ಮಾನಿಕಮ ಕ್ಷೇತ್ರ ಕೃಷಿ ಸಾಹಿತಿ ವಿಭಾರ ಸಂವಾದ ಪೂರ್ಣಾವಲೋಕನ ನಡೆಯಲಿದೆ. xyxy=(1095,1240,1502,1381)
devasthana-body: ಮುದ್ದೇಬಿಹಾಳ: ಧಾರ್ಮಿಕ ಕ್ಷೇತ್ರಗಳ ಪುನರುಜ್ಜೀವನ, ಅಭಿವೃದ್ಧಿಗೆ ತಮ್ಮದೇಯಾದ ಕೊಡುಗೆಯನ್ನು ಧರ್ಮಸ್ಥಳ ಗ್ರಾಮಾಭಿವೃದ್ಧಿ ಸಂಸ್ಥೆ ಮಾಡುತ್ತಿದೆ ಎಂದು ಸಾಮಾಜಿಕ ಕಾರ್ಯಕರ್ತ ಸಂಗೀತಾ ನಾಡಗೌಡ ಹೇಳಿದರು. ಪಟ್ಟಣದ ವಿನಾಯಕ ನಗರದಲ್ಲಿರುವ ವಿನಾಯಕ ಹಾಗೂ ಭದ್ರಕಾಳಿ ಸಮೇತ ವೀರಭದ್ರೇಶ್ವರ ದೇವಸ್ಥಾನದ ಅಭಿವೃದ್ಧಿಗೆ ಧರ್ಮಸ್ಥಳ ಗ್ರಾಮಾಭಿವೃದ್ಧಿ ಸಂಸ್ಥೆಯಿಂದ ಚೆಕ್ ವಿತರಣಾ ಕಾರ್ಯಕ್ರಮದಲ್ಲಿ ಅವರು ಮಾತನಾಡಿದರು. ಧರ್ಮಸ್ಥಳ ಗ್ರಾಮಾಭಿವೃದ್ಧಿ ಯೋಜನೆಯ ಜಿಲ್ಲಾ ಯೋಜನಾ ನಿರ್ದೇಶಕ ಸತೀಶ್ ನಾಯಕ್, ತಾಲ್ಲೂಕು ಯೋಜನಾಧಿಕಾರಿ ನಾಗೇಶ ಎನ್., ವಿನಾಯಕ ದೇವಸ್ಥಾನ ಸಮಿತಿ ಅಧ್ಯಕ್ಷ ಅನಂದಗೌಡ ಬಿರಾದಾರ, ಗುರುನಾಗಪ್ಪ ಸಿಂಗ್ ನಾಗನೂರ, ಪ್ರಧಾನ ಅರ್ಚಕ ಕುಮಾರ ಹಿರೇಮಠ, ಸರಸ್ವತಿ ಬಸವ, ಚನ್ನಮ್ಮ ನಾಗರಾಜ್ ಮತ್ತಿತರರು ಭಾಗವಹಿಸಿದ್ದರು. xyxy=(46,956,460,1079)
sanghatane-photo xyxy=(322,1795,863,2033)
swathi-col-1: ರಾಮದುರ್ಗ: ರಟ್ಟಿಹಳ್ಳಿ ತಾಲೂಕಿನ ಮಾಸೂರ ಗ್ರಾಮದ ಶುಶ್ರೂಷಕಿ ನೇಕಾರ ಕುಟುಂಬದ ಸ್ವಾತಿ ಅವರನ್ನು ಮಾರ್ಚ್ 3 ರಂದು ಕೊಲೆ ಮಾಡಿದ ಮೃತ ದೇಹವನ್ನು ತುಂಗಭದ್ರಾ ನದಿಯಲ್ಲಿ ಎಸೆದ ಅಮಾನವೀಯ ಕೃತ್ಯಕ್ಕೆ ಕಠಿಣ ಶಿಕ್ಷೆ ವಿಧಿಸಿ, ಮೃತರ ಕುಟುಂಬಕ್ಕೆ ಅರ್ಥಿಕ ನೆರವು ಒದಗಿಸಬೇಕೆಂದು ಒತ್ತಾಯಿಸಿ ನೇಕಾರ ಸಮುದಾಯಗಳ ಒಕ್ಕೂಟದ ವತಿಯಿಂದ ತಹಶೀಲ್ದಾರ್ ಮೂಲಕ ಮುಖ್ಯಮಂತ್ರಿಗಳಿಗೆ ಮನವಿ ಸಲ್ಲಿಸಿದರು. ಪಟ್ಟಣದ ಮಿನಿ ವಿಧಾನಸೌಧದಲ್ಲಿ ಸೇರಿದ್ದ ನೇಕಾರ ಸಮುದಾಯಗಳ ಮುಖಂಡರು ರಾಜ್ಯದಲ್ಲಿ ಇಂತಹ xyxy=(472,1344,667,1504)
devasthana-headline: ದೇವಸ್ಥಾನ ಅಭಿವೃದ್ಧಿಗೆ ಲಕ್ಷ ರೂ.ನೆರವು xyxy=(46,896,340,924)
kundgol-col-2: ಸ್ಪೋರೇಜ್ ನಿರ್ಮಿಸಿಕೊಡಬೇಕು ಎಂದರು. ಬಯಲು ಸೀಮೆಯ 70 ಶಾಸಕರಿಗೆ ತಲಾ 35 ಲಕ್ಷ ರೂ. ಅನುದಾನ ಕೊಡಲಾಗುತ್ತಿದೆ. ಅದರ ಮಿತಿಯನ್ನು ಒಂದು ಕೋಟಿ ರೂ.ಗೆ ಹೆಚ್ಚಿಸಬೇಕು. ಹೊಲಗಳಿಗೆ ಹೋಗುವ ರಸ್ತೆ ಹಾಳಾಗಿವೆ. ವಾಡೆಕಿಗಾಗಿ ಕೆ. 47ರಷ್ಟು ಮಳೆ ಸುರಿದಿದ್ದರಿಂದ ಇಂಥ ಅನಾಹುತ ಆಗಿದೆ. ಕರ್ನಾಟಕ ವಿಕೇತರಣ ರೂಪಾರಿ ಅಂದಗೊಳ್ಳುವ ಹೋರಾಟದಿಂದ ಹೆಸರು ಚಿರಸ್ಥಾಯಿಗೊಳಿಸುವ ಕೆಲಸ ಸರಕಾರ ಮಾಡಬೇಕು ಎಂದು ಸದನದಲ್ಲಿ ಪಾಟೀಲ ಒತ್ತಾಯಿಸಿದರು. xyxy=(782,1039,1081,1143)
